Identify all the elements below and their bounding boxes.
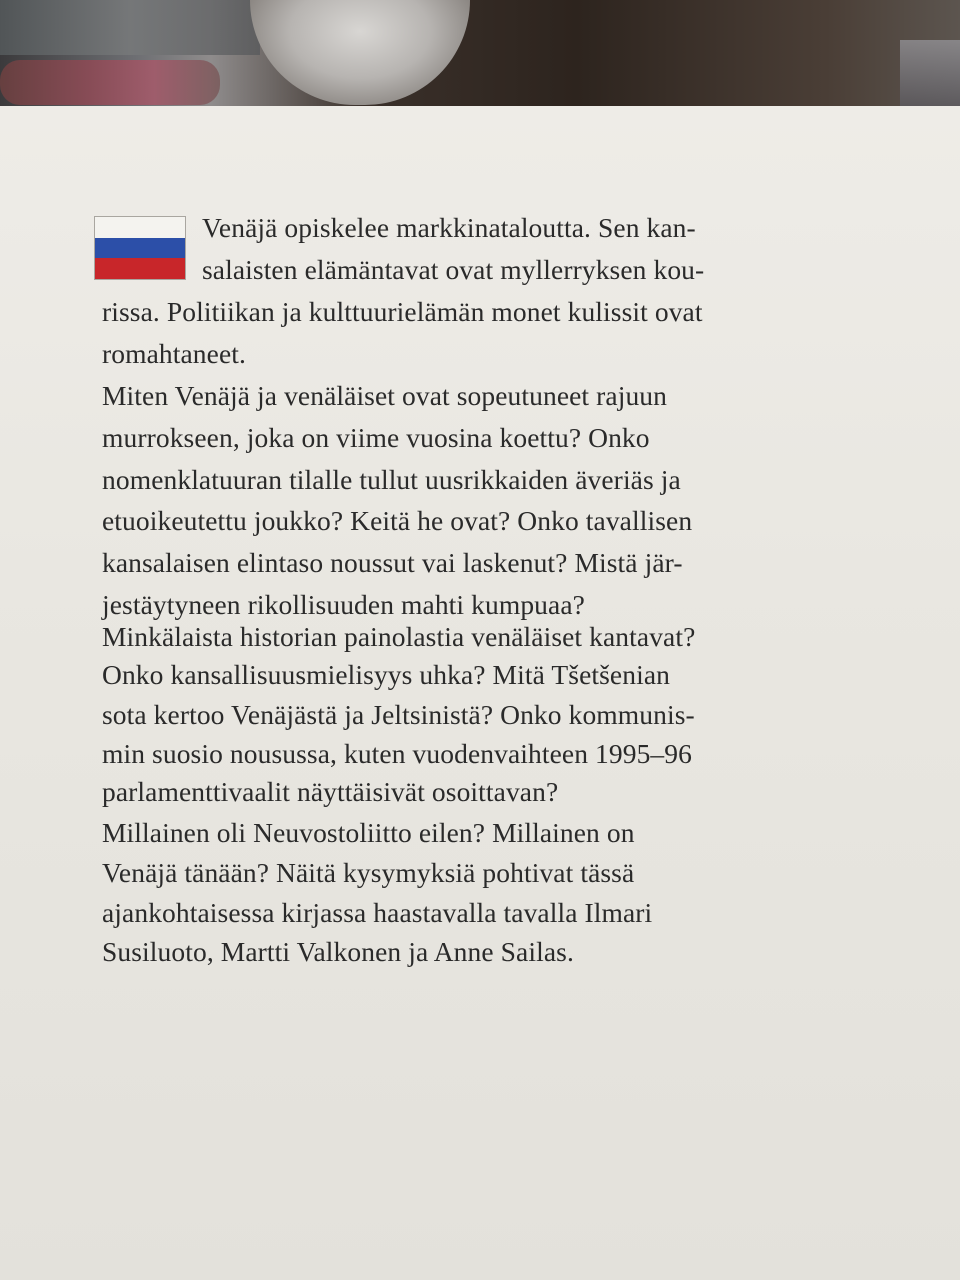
text-line: Venäjä tänään? Näitä kysymyksiä pohtivat tässä: [102, 857, 635, 888]
background-room: [0, 0, 960, 120]
text-line: sota kertoo Venäjästä ja Jeltsinistä? Onko kommunis-: [102, 699, 695, 730]
text-line: murrokseen, joka on viime vuosina koettu? Onko: [102, 422, 650, 453]
text-line: min suosio nousussa, kuten vuodenvaihteen 1995–96: [102, 738, 692, 769]
background-lamp: [250, 0, 470, 105]
text-line: ajankohtaisessa kirjassa haastavalla tavalla Ilmari: [102, 897, 653, 928]
text-line: jestäytyneen rikollisuuden mahti kumpuaa?: [102, 589, 585, 620]
text-line: kansalaisen elintaso noussut vai laskenut? Mistä jär-: [102, 547, 683, 578]
text-line: Millainen oli Neuvostoliitto eilen? Millainen on: [102, 817, 635, 848]
background-object: [0, 60, 220, 105]
background-object: [0, 0, 260, 55]
text-line: rissa. Politiikan ja kulttuurielämän monet kulissit ovat: [102, 296, 703, 327]
text-line: Miten Venäjä ja venäläiset ovat sopeutuneet rajuun: [102, 380, 668, 411]
background-object: [900, 40, 960, 110]
text-line: Venäjä opiskelee markkinataloutta. Sen kan-: [202, 212, 696, 243]
text-line: nomenklatuuran tilalle tullut uusrikkaiden äveriäs ja: [102, 464, 681, 495]
russian-flag-icon: [94, 216, 186, 280]
text-line: Minkälaista historian painolastia venäläiset kantavat?: [102, 621, 696, 652]
text-line: Susiluoto, Martti Valkonen ja Anne Sailas.: [102, 936, 574, 967]
flag-white-stripe: [95, 217, 185, 238]
text-line: Onko kansallisuusmielisyys uhka? Mitä Tšetšenian: [102, 659, 670, 690]
text-line: parlamenttivaalit näyttäisivät osoittavan?: [102, 776, 559, 807]
text-line: etuoikeutettu joukko? Keitä he ovat? Onko tavallisen: [102, 505, 693, 536]
flag-blue-stripe: [95, 238, 185, 259]
text-line: salaisten elämäntavat ovat myllerryksen kou-: [202, 254, 705, 285]
text-line: romahtaneet.: [102, 338, 246, 369]
flag-red-stripe: [95, 258, 185, 279]
